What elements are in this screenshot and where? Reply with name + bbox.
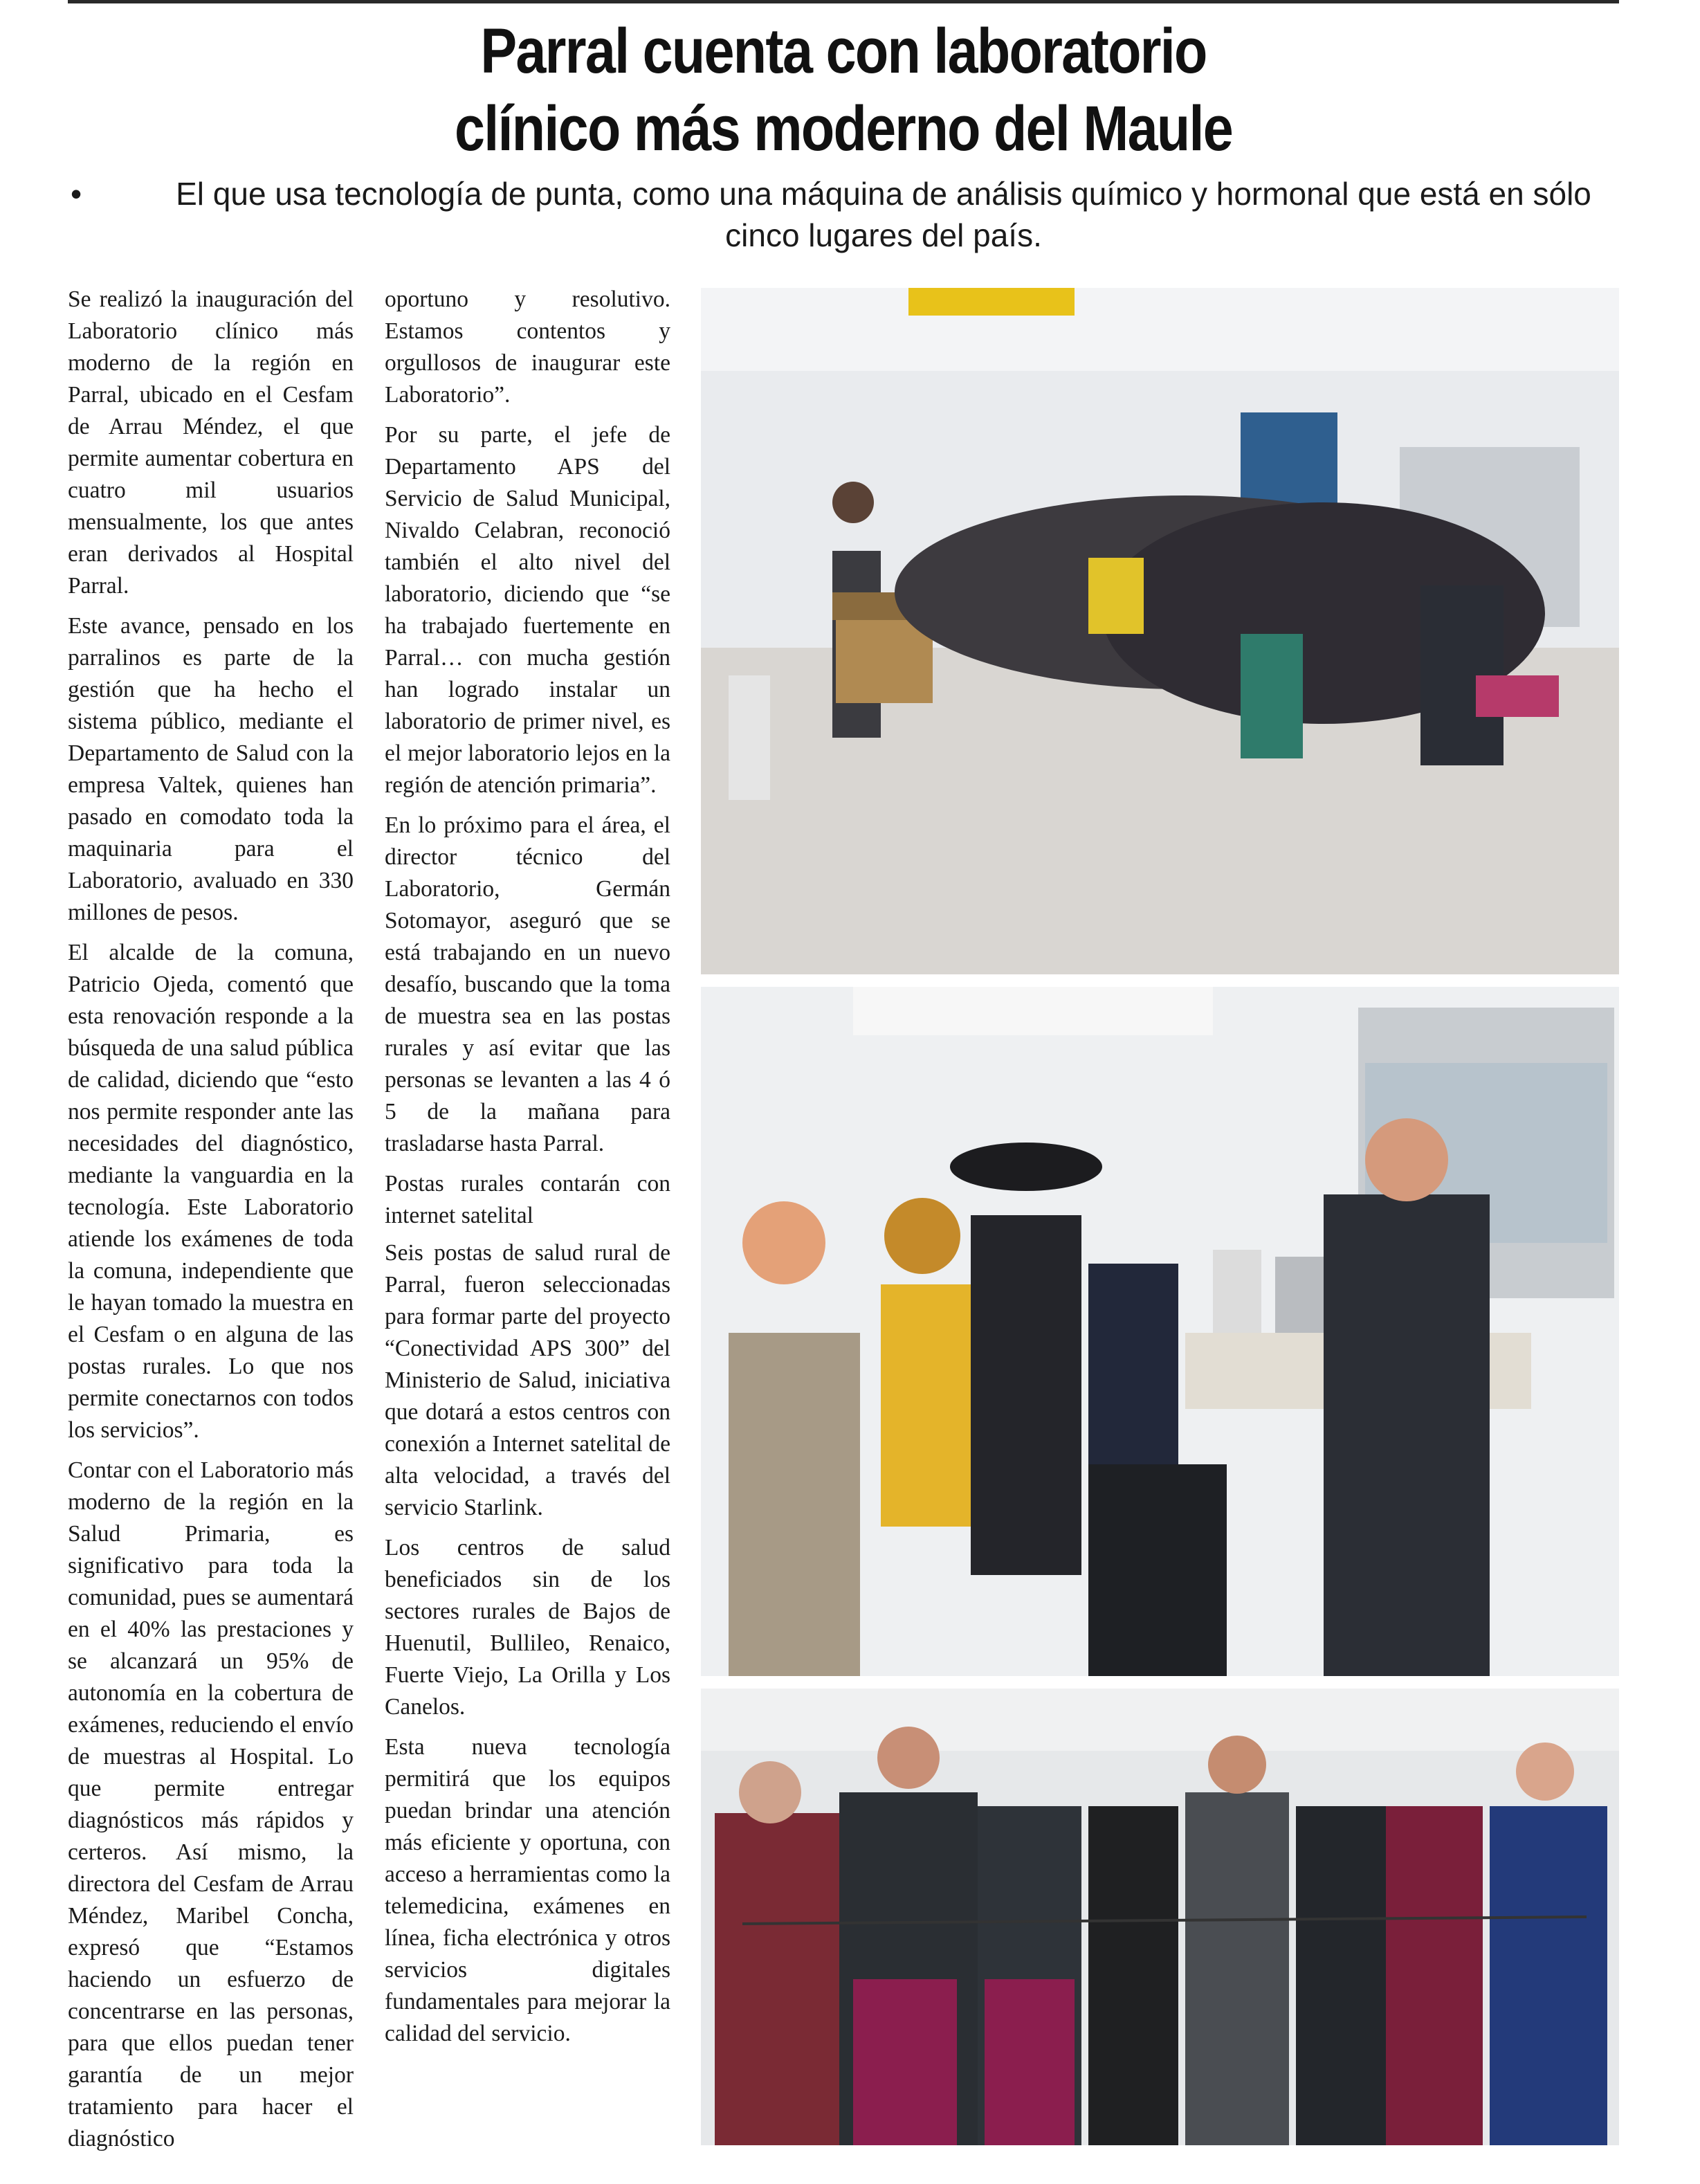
headline-line-1: Parral cuenta con laboratorio — [480, 16, 1207, 87]
top-rule — [68, 0, 1619, 3]
article-column-2 — [385, 284, 670, 2058]
paragraph: En lo próximo para el área, el director técnico del Laboratorio, Germán Sotomayor, aseguró que se está trabajando en un nuevo desafío, buscando que la toma de muestra sea en las postas rurales y así evitar que las personas se levanten a las 4 ó 5 de la mañana para trasladarse hasta Parral. — [385, 812, 670, 1156]
paragraph: Este avance, pensado en los parralinos es parte de la gestión que ha hecho el sistema público, mediante el Departamento de Salud con la empresa Valtek, quienes han pasado en comodato toda la maquinaria para el Laboratorio, avaluado en 330 millones de pesos. — [68, 613, 354, 925]
paragraph: Seis postas de salud rural de Parral, fueron seleccionadas para formar parte del proyecto “Conectividad APS 300” del Ministerio de Salud, iniciativa que dotará a estos centros con conexión a Internet satelital de alta velocidad, a través del servicio Starlink. — [385, 1240, 670, 1520]
paragraph: Contar con el Laboratorio más moderno de la región en la Salud Primaria, es significativo para toda la comunidad, pues se aumentará en el 40% las prestaciones y se alcanzará un 95% de autonomía en la cobertura de exámenes, reduciendo el envío de muestras al Hospital. Lo que permite entregar diagnósticos más rápidos y certeros. Así mismo, la directora del Cesfam de Arrau Méndez, Maribel Concha, expresó que “Estamos haciendo un esfuerzo de concentrarse en las personas, para que ellos puedan tener garantía de un mejor tratamiento para hacer el diagnóstico — [68, 1457, 354, 2151]
paragraph: Los centros de salud beneficiados sin de los sectores rurales de Bajos de Huenutil, Bullileo, Renaico, Fuerte Viejo, La Orilla y Los Canelos. — [385, 1535, 670, 1720]
paragraph: El alcalde de la comuna, Patricio Ojeda, comentó que esta renovación responde a la búsqueda de una salud pública de calidad, diciendo que “esto nos permite responder ante las necesidades del diagnóstico, mediante la vanguardia en la tecnología. Este Laboratorio atiende los exámenes de toda la comuna, independiente que le hayan tomado la muestra en el Cesfam o en alguna de las postas rurales. Lo que nos permite conectarnos con todos los servicios”. — [68, 940, 354, 1443]
subheadline — [68, 173, 1619, 256]
headline — [176, 12, 1510, 167]
photo-laboratory-visit — [701, 987, 1619, 1676]
paragraph: Se realizó la inauguración del Laboratorio clínico más moderno de la región en Parral, ubicado en el Cesfam de Arrau Méndez, el que permite aumentar cobertura en cuatro mil usuarios mensualmente, los que antes eran derivados al Hospital Parral. — [68, 286, 354, 599]
article-column-1 — [68, 284, 354, 2163]
section-subtitle: Postas rurales contarán con internet satelital — [385, 1171, 670, 1228]
paragraph: oportuno y resolutivo. Estamos contentos y orgullosos de inaugurar este Laboratorio”. — [385, 286, 670, 408]
headline-line-2: clínico más moderno del Maule — [454, 93, 1233, 164]
photo-inauguration-audience — [701, 288, 1619, 974]
subheadline-text: El que usa tecnología de punta, como una máquina de análisis químico y hormonal que está en sólo cinco lugares del país. — [176, 176, 1591, 253]
bullet-icon: • — [71, 176, 82, 212]
paragraph: Esta nueva tecnología permitirá que los equipos puedan brindar una atención más eficiente y oportuna, con acceso a herramientas como la telemedicina, exámenes en línea, ficha electrónica y otros servicios digitales fundamentales para mejorar la calidad del servicio. — [385, 1734, 670, 2046]
paragraph: Por su parte, el jefe de Departamento APS del Servicio de Salud Municipal, Nivaldo Celabran, reconoció también el alto nivel del laboratorio, diciendo que “se ha trabajado fuertemente en Parral… con mucha gestión han logrado instalar un laboratorio de primer nivel, es el mejor laboratorio lejos en la región de atención primaria”. — [385, 422, 670, 798]
photo-ribbon-cutting — [701, 1689, 1619, 2145]
